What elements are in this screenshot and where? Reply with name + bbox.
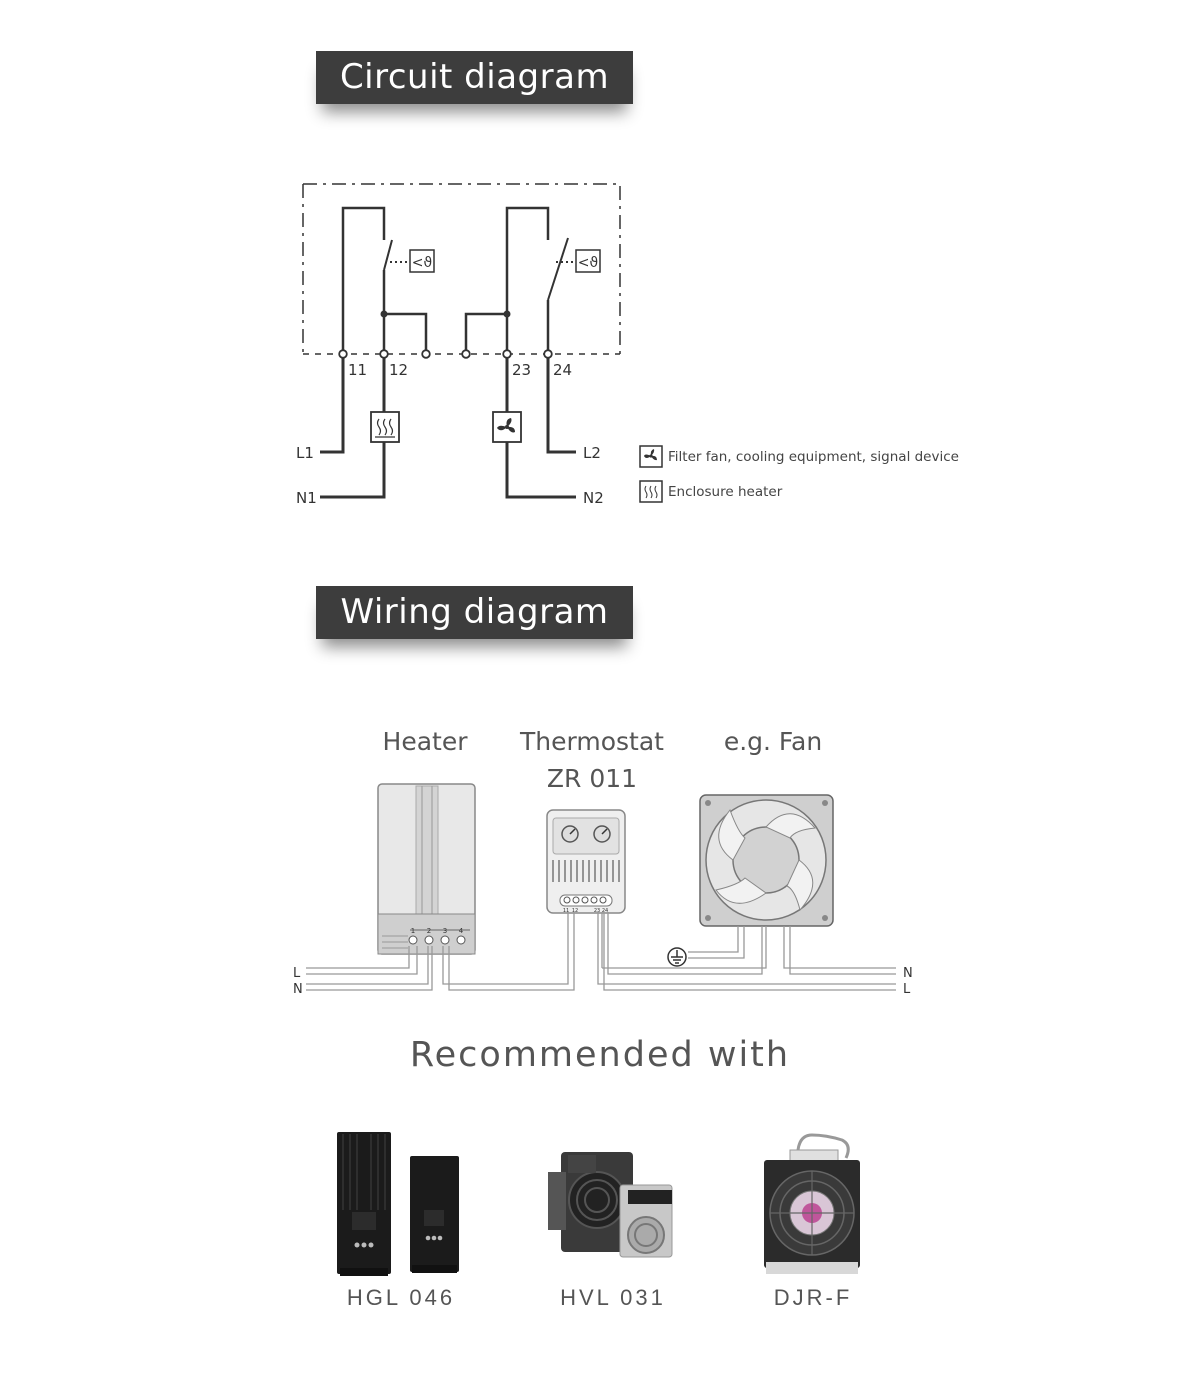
- thermostat-model-label: ZR 011: [546, 764, 638, 793]
- fan-label: e.g. Fan: [723, 727, 823, 756]
- circuit-diagram-title: Circuit diagram: [316, 51, 633, 104]
- svg-text:<ϑ: <ϑ: [411, 255, 433, 271]
- line-label: L1: [296, 444, 314, 462]
- terminal-label: 24: [553, 361, 573, 379]
- line-label: L: [293, 966, 301, 981]
- fan-device: [700, 795, 833, 926]
- product-hgl-046-image: [337, 1132, 459, 1276]
- terminal-label: 11: [348, 361, 368, 379]
- product-name-hgl-046: HGL 046: [346, 1285, 456, 1310]
- line-label: N2: [583, 489, 604, 507]
- wiring-diagram-title: Wiring diagram: [316, 586, 633, 639]
- product-djr-f-image: [764, 1135, 860, 1274]
- thermostat-device: [547, 810, 625, 913]
- legend-fan-label: Filter fan, cooling equipment, signal device: [668, 449, 959, 465]
- recommended-title: Recommended with: [409, 1035, 791, 1075]
- terminal-label: 12: [389, 361, 409, 379]
- svg-text:4: 4: [458, 927, 464, 935]
- svg-text:11: 11: [562, 908, 570, 914]
- heater-icon: [371, 412, 399, 442]
- product-name-djr-f: DJR-F: [773, 1285, 853, 1310]
- temperature-sensor-icon: [576, 250, 600, 272]
- terminal-label: 23: [512, 361, 532, 379]
- svg-text:<ϑ: <ϑ: [577, 255, 599, 271]
- svg-text:2: 2: [426, 927, 432, 935]
- svg-text:3: 3: [442, 927, 448, 935]
- line-label: N: [293, 982, 303, 997]
- line-label: L2: [583, 444, 601, 462]
- legend-heater-icon: [640, 481, 662, 502]
- svg-text:12: 12: [571, 908, 579, 914]
- product-name-hvl-031: HVL 031: [560, 1285, 666, 1310]
- line-label: N: [903, 966, 913, 981]
- svg-text:24: 24: [601, 908, 609, 914]
- svg-text:1: 1: [410, 927, 416, 935]
- temperature-sensor-icon: [410, 250, 434, 272]
- line-label: N1: [296, 489, 317, 507]
- legend-fan-icon: [640, 446, 662, 467]
- circuit-schematic: [303, 184, 620, 497]
- legend-heater-label: Enclosure heater: [668, 484, 783, 500]
- fan-icon: [493, 412, 521, 442]
- ground-icon: [668, 948, 686, 966]
- thermostat-label: Thermostat: [520, 727, 664, 756]
- line-label: L: [903, 982, 911, 997]
- heater-label: Heater: [382, 727, 468, 756]
- svg-text:23: 23: [593, 908, 601, 914]
- product-hvl-031-image: [548, 1152, 672, 1257]
